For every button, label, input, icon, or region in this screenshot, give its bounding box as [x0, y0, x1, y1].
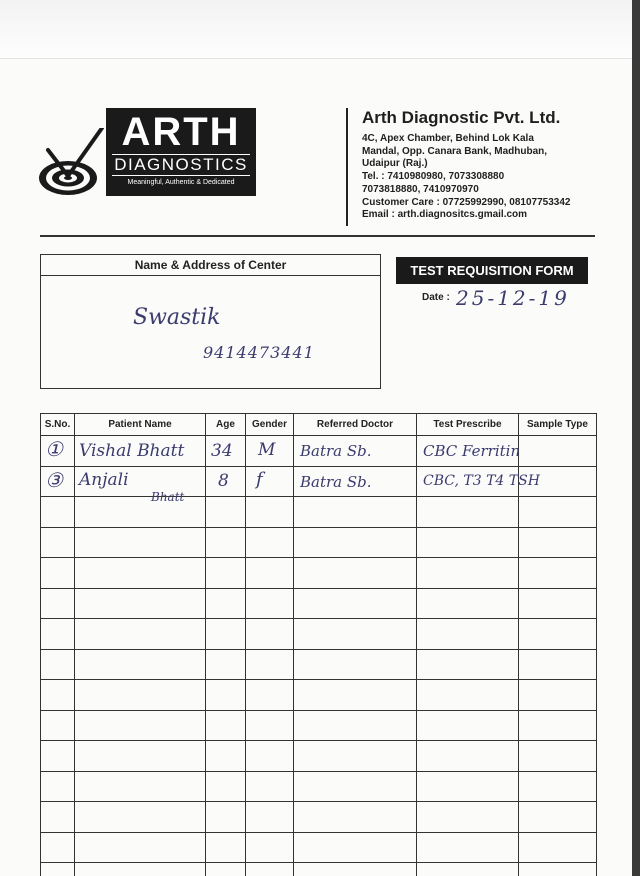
table-row — [41, 436, 597, 467]
table-header-row — [41, 414, 597, 436]
col-sno: S.No. — [41, 414, 75, 436]
row-gender: M — [258, 440, 276, 460]
form-title: TEST REQUISITION FORM — [396, 257, 588, 284]
address-line: 4C, Apex Chamber, Behind Lok Kala — [362, 133, 534, 144]
center-name: Swastik — [133, 305, 221, 330]
table-row — [41, 588, 597, 619]
col-patient-name: Patient Name — [75, 414, 206, 436]
address-line: Mandal, Opp. Canara Bank, Madhuban, — [362, 145, 548, 157]
center-heading: Name & Address of Center — [41, 255, 380, 276]
header-rule — [40, 235, 595, 237]
header-divider — [346, 108, 348, 226]
table-row — [41, 771, 597, 802]
table-row — [41, 802, 597, 833]
company-details — [362, 108, 571, 222]
table-row — [41, 619, 597, 650]
row-patient: Vishal Bhatt — [79, 441, 185, 461]
row-age: 34 — [211, 441, 233, 461]
col-sample-type: Sample Type — [519, 414, 597, 436]
target-check-icon — [38, 128, 106, 198]
paper-fold — [0, 0, 640, 59]
row-test: CBC Ferritin — [423, 442, 521, 460]
table-row — [41, 863, 597, 876]
table-row — [41, 466, 597, 497]
row-test: CBC, T3 T4 TSH — [423, 472, 540, 489]
table-row — [41, 680, 597, 711]
col-test-prescribe: Test Prescribe — [417, 414, 519, 436]
col-gender: Gender — [246, 414, 294, 436]
row-doctor: Batra Sb. — [300, 442, 372, 460]
row-patient: Anjali — [79, 469, 129, 490]
col-age: Age — [206, 414, 246, 436]
date-value: 25-12-19 — [456, 286, 570, 310]
email-line: Email : arth.diagnositcs.gmail.com — [362, 209, 528, 221]
customer-care-line: Customer Care : 07725992990, 08107753342 — [362, 196, 571, 208]
table-row — [41, 527, 597, 558]
center-address-box — [40, 254, 381, 389]
company-name: Arth Diagnostic Pvt. Ltd. — [362, 108, 561, 127]
company-logo — [38, 106, 260, 198]
row-sno: ① — [45, 437, 63, 461]
logo-brand: ARTH — [121, 110, 241, 154]
phone-line: 7073818880, 7410970970 — [362, 183, 479, 195]
logo-wordmark — [106, 108, 256, 196]
logo-tagline: Meaningful, Authentic & Dedicated — [127, 179, 235, 186]
table-row — [41, 832, 597, 863]
table-row — [41, 497, 597, 528]
table-row — [41, 741, 597, 772]
address-line: Udaipur (Raj.) — [362, 158, 428, 170]
col-referred-doctor: Referred Doctor — [294, 414, 417, 436]
row-sno: ③ — [45, 467, 63, 492]
patient-table — [40, 413, 597, 876]
table-row — [41, 710, 597, 741]
table-row — [41, 558, 597, 589]
logo-sub: DIAGNOSTICS — [112, 154, 250, 176]
row-patient-continuation: Bhatt — [151, 489, 185, 504]
phone-line: Tel. : 7410980980, 7073308880 — [362, 171, 505, 183]
row-gender: f — [256, 468, 263, 490]
date-label: Date : — [422, 292, 450, 303]
table-row — [41, 649, 597, 680]
scan-edge — [632, 0, 640, 876]
row-doctor: Batra Sb. — [300, 472, 372, 491]
row-age: 8 — [218, 470, 229, 491]
center-phone: 9414473441 — [203, 343, 315, 362]
